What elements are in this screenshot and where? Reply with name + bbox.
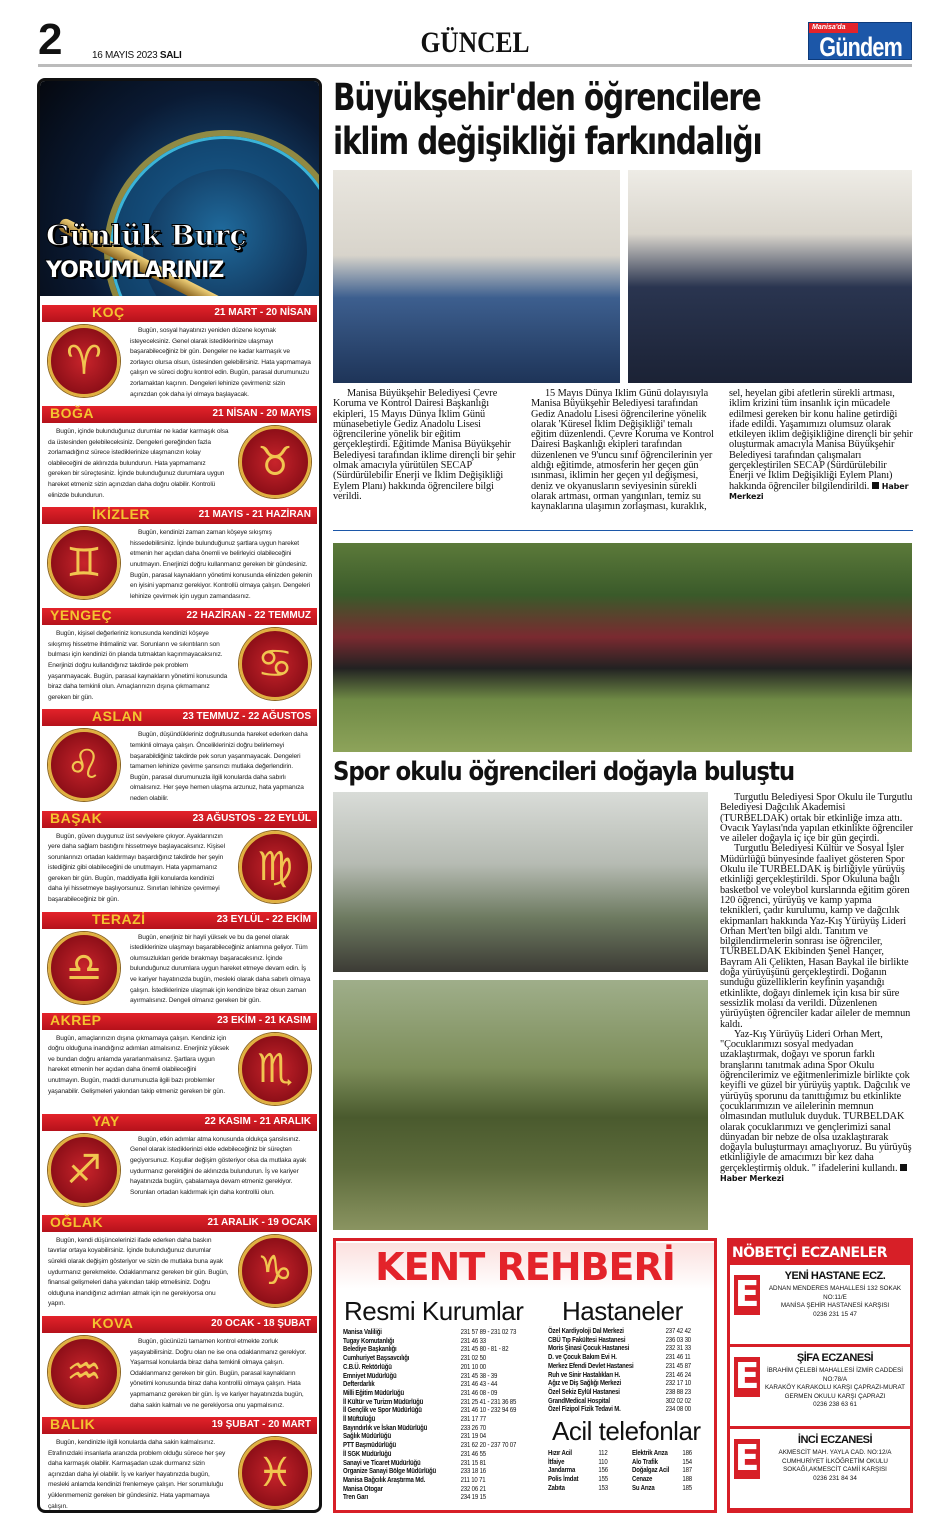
sign-dates: 19 ŞUBAT - 20 MART [211,1419,311,1431]
hospital-name: Merkez Efendi Devlet Hastanesi [548,1360,634,1370]
weekday-text: SALI [159,50,182,61]
official-name: İl SGK Müdürlüğü [343,1448,392,1458]
sign-dates: 23 EKİM - 21 KASIM [217,1014,311,1026]
official-name: PTT Başmüdürlüğü [343,1440,396,1450]
horoscope-1 [42,303,317,404]
hospital-phone: 231 45 87 [665,1360,691,1370]
pharmacy-phone: 0236 231 84 34 [813,1474,857,1482]
emergency-phone: 187 [682,1465,692,1475]
hospital-name: Özel Sekiz Eylül Hastanesi [548,1386,620,1396]
paragraph [720,844,913,1029]
sign-name: YENGEÇ [50,607,113,624]
sign-name: KOVA [92,1315,134,1331]
sign-name: TERAZİ [92,910,146,927]
sign-text: Bugün, düşündükleriniz doğrultusunda hareket ederken daha temkinli olmaya çalışın. Önceliklerinizi doğru belirlemeyi başarabildiğiniz takdirde pek sorun yaşanmayacak. Dengeleri tamamen lehinize çevirme şansınızı mutlaka değerlendirin. Bugün, parasal durumunuzla ilgili konularda daha sabırlı olmalısınız. Her şeye hemen ulaşma arzunuz, hata yapmanıza neden olabilir. [130,731,308,802]
official-name: Tren Garı [343,1492,369,1502]
banner-title-2: YORUMLARINIZ [46,258,224,283]
emergency-name: Jandarma [548,1465,576,1475]
zodiac-10-icon: ♑ [239,1235,311,1307]
emergency-name: Su Arıza [632,1482,655,1492]
official-phone: 211 10 71 [460,1474,486,1484]
zodiac-9-icon: ♐ [48,1134,120,1206]
article2-body [720,793,913,1231]
sign-text: Bugün, içinde bulunduğunuz durumlar ne kadar karmaşık olsa da üstesinden gelebileceksiniz. Dengeleri gereğinden fazla zorlamadığınız sürece istediklerinize ulaşmanızın kolay olabileceğini de aklınızda bulundurun. Hata yapmamanız gereken bir süreçtesiniz. İçinde bulunduğunuz durumlara uygun hareket etmeniz sizin açınızdan daha doğru olabilir. Kontrolü elinizde bulundurun. [48,428,229,499]
date-text: 16 MAYIS 2023 [92,50,158,61]
article2-headline: Spor okulu öğrencileri doğayla buluştu [333,757,795,787]
hospital-phone: 237 42 42 [665,1326,691,1335]
official-phone: 231 46 55 [460,1448,486,1458]
horoscope-12 [42,1415,317,1513]
sign-name: İKİZLER [92,506,150,523]
hospital-phone: 236 03 30 [665,1334,691,1344]
official-heading: Resmi Kurumlar [344,1296,524,1326]
hospital-phone: 238 88 23 [665,1386,691,1396]
section-title: GÜNCEL [420,26,530,59]
zodiac-8-icon: ♏ [239,1033,311,1105]
pharmacy-card [730,1265,910,1344]
horoscope-8 [42,1011,317,1112]
sign-dates: 23 AĞUSTOS - 22 EYLÜL [192,812,311,824]
sign-text: Bugün, kişisel değerleriniz konusunda kendinizi köşeye sıkışmış hissetme ihtimaliniz var. Sorunların ve sıkıntıların son bulması için kendinizi ön planda tutmaktan kaçınmayacaksınız. Enerjinizi doğru kullandığınız takdirde pek problem yaşanmayacak. Bugün, parasal kaynakların yönetimi konusunda biraz daha temkinli olun. Amaçlarınızın dışına çıkmamanız gereken bir gün. [48,630,228,701]
pharmacy-address [762,1449,908,1483]
city-guide [333,1238,717,1513]
banner-title-1: Günlük Burç [46,219,247,252]
header-rule [38,64,912,67]
official-phone: 231 19 04 [460,1431,486,1441]
official-name: Bayındırlık ve İskan Müdürlüğü [343,1422,428,1432]
official-name: İl Müftülüğü [343,1414,376,1424]
official-name: C.B.Ü. Rektörlüğü [343,1361,392,1371]
hospital-name: Moris Şinasi Çocuk Hastanesi [548,1343,630,1353]
hospital-phone: 231 46 24 [665,1369,691,1379]
emergency-heading: Acil telefonlar [552,1416,701,1446]
hospital-phone: 231 46 11 [665,1352,691,1362]
official-phone: 233 26 70 [460,1422,486,1432]
official-name: Tugay Komutanlığı [343,1335,395,1345]
zodiac-6-icon: ♍ [239,831,311,903]
sign-name: ASLAN [92,708,143,725]
sign-name: BALIK [50,1416,96,1433]
sign-text: Bugün, kendi düşüncelerinizi ifade ederken daha baskın tavırlar ortaya koyabilirsiniz. İçinde bulunduğunuz durumlar sürekli olarak değişim gösteriyor ve sizin de mutlaka buna ayak uydurmanız gerekmekte. Odaklanmanız gereken bir gün. Bugün, finansal gelişmeleri daha yakından takip etmelisiniz. Doğru olduğuna inandığınız adımları atmak için ne gerekiyorsa onu yapın. [48,1236,229,1308]
sign-text: Bugün, enerjiniz bir hayli yüksek ve bu da genel olarak istediklerinize ulaşmayı başarabileceğiniz anlamına geliyor. Tüm olumsuzlukları geride bırakmayı başaracaksınız. İçinde bulunduğunuz durumlara uygun hareket etmeye devam edin. İş ve kariyer hayatınızda bugün, mesleki olarak daha sabırlı olmaya çalışın. İstediklerinize ulaşmak için kendinize biraz olsun zaman ayırmalısınız. Dengeli olmanız gereken bir gün. [130,933,311,1005]
official-phone: 232 06 21 [460,1483,486,1493]
official-phone: 231 46 10 - 232 94 69 [460,1405,517,1415]
horoscope-4 [42,606,317,707]
byline: Haber Merkezi [720,1164,910,1183]
sign-text: Bugün, kendinizle ilgili konularda daha sakin kalmalısınız. Etrafınızdaki insanlarla aranızda problem olduğu sürece her şey daha karmaşık olabilir. Karmaşadan uzak durmanız sizin açınızdan daha iyi olabilir. İş ve kariyer hayatınızda bugün, mesleki anlamda kendinizi frenlemeye çalışın. Her sorumluluğu yüklenmemeniz gereken bir gündesiniz. Hata yapmamaya çalışın. [48,1439,226,1510]
address-line: ADNAN MENDERES MAHALLESİ 132 SOKAK NO:11/E [768,1285,902,1301]
sign-dates: 21 ARALIK - 19 OCAK [207,1216,311,1228]
zodiac-3-icon: ♊ [48,527,120,599]
official-phone: 231 46 08 - 09 [460,1387,498,1397]
zodiac-11-icon: ♒ [48,1336,120,1408]
paragraph [720,1030,913,1184]
paragraph [531,389,913,513]
sign-name: AKREP [50,1011,102,1028]
pharmacy-phone: 0236 238 63 61 [813,1401,857,1409]
zodiac-12-icon: ♓ [239,1437,311,1509]
zodiac-2-icon: ♉ [239,426,311,498]
sign-dates: 21 MAYIS - 21 HAZİRAN [198,509,311,521]
emergency-name: İtfaiye [548,1456,565,1466]
sign-dates: 20 OCAK - 18 ŞUBAT [211,1318,311,1329]
official-phone: 201 10 00 [460,1361,486,1371]
sign-text: Bugün, amaçlarınızın dışına çıkmamaya çalışın. Kendiniz için doğru olduğuna inandığınız adımları atmalısınız. Enerjiniz yüksek ve bundan doğru anlamda yararlanmalısınız. Şartlara uygun hareket etmenin her açıdan daha önemli olabileceğini unutmayın. Bugün, maddi durumunuzla ilgili bazı problemler yaşanabilir. Gelişmeleri yakından takip etmeniz gereken bir gün. [48,1034,229,1095]
official-name: Milli Eğitim Müdürlüğü [343,1387,405,1397]
emergency-name: Cenaze [632,1474,653,1484]
address-line: AKMESCİT MAH. YAYLA CAD. NO:12/A [778,1449,892,1456]
hospital-phone: 232 17 10 [665,1378,691,1388]
pharmacy-address [762,1285,908,1319]
logo-top: Manisa'da [809,23,858,33]
official-phone: 231 46 33 [460,1335,486,1345]
official-name: Organize Sanayi Bölge Müdürlüğü [343,1466,437,1476]
hospital-phone: 234 08 00 [665,1404,691,1414]
pharmacy-name: YENİ HASTANE ECZ. [784,1270,886,1282]
hospital-name: Ağız ve Diş Sağlığı Merkezi [548,1378,621,1388]
official-name: Belediye Başkanlığı [343,1344,397,1354]
hospital-phone: 232 31 33 [665,1343,691,1353]
group-nature-photo [333,543,912,752]
pharmacy-name: İNCİ ECZANESİ [797,1434,873,1446]
official-phone: 231 45 38 - 39 [460,1370,498,1380]
official-phone: 231 17 77 [460,1414,486,1424]
emergency-phone: 156 [598,1465,608,1475]
pharmacy-e-icon: E [734,1274,760,1315]
emergency-phone: 186 [682,1448,692,1457]
horoscope-6 [42,809,317,910]
article1-body [333,389,913,524]
sign-text: Bugün, etkin adımlar atma konusunda oldukça şanslısınız. Genel olarak istediklerinizi elde edebileceğiniz bir süreçten geçiyorsunuz. Koşullar değişim gösteriyor olsa da mutlaka ayak uydurmanız gerektiğini de aklınızda bulundurun. İş ve kariyer hayatınızda bugün, çabalamaya devam etmeniz gerekiyor. Sorunları ortadan kaldırmak için daha kontrollü olun. [130,1135,307,1196]
hospital-name: D. ve Çocuk Bakım Evi H. [548,1352,617,1362]
official-name: Defterdarlık [343,1379,375,1389]
emergency-phone: 185 [682,1482,692,1492]
official-phone: 231 02 50 [460,1353,486,1363]
pharmacy-name: ŞİFA ECZANESİ [796,1352,874,1364]
official-phone: 231 45 80 - 81 - 82 [460,1344,509,1354]
emergency-name: Polis İmdat [548,1474,579,1484]
sign-text: Bugün, güven duygunuz üst seviyelere çıkıyor. Ayaklarınızın yere daha sağlam bastığını hissetmeye başlayacaksınız. Kişisel sorunlarınızı ortadan kaldırmayı başardığınız takdirde her şeyin istediğiniz gibi olabileceğini de unutmayın. Hata yapmamanız gereken bir gün. Bugün, maddiyatla ilgili konularda kendinizi daha iyi hissetmeye başlıyorsunuz. Sınırları lehinize çevirmeyi başarabileceğiniz bir gün. [48,832,225,904]
emergency-row [632,1484,701,1493]
pharmacy-e-icon: E [734,1438,760,1479]
sign-dates: 23 EYLÜL - 22 EKİM [216,913,311,925]
logo-name: Gündem [819,32,903,62]
official-name: Emniyet Müdürlüğü [343,1370,397,1380]
sign-name: BAŞAK [50,809,103,826]
official-name: Manisa Bağcılık Araştırma Md. [343,1474,426,1484]
emergency-phone: 110 [598,1456,608,1466]
group-certificate-photo [628,170,912,383]
horoscope-2 [42,404,317,505]
headline-line-1: Büyükşehir'den öğrencilere [333,76,761,119]
divider [333,530,913,531]
paragraph [720,793,913,844]
paragraph-text: Turgutlu Belediyesi Kültür ve Sosyal İşler Müdürlüğü bünyesinde faaliyet gösteren Spor Okulu ile TURBELDAK iş birliğiyle yürüyüş etkinliği gerçekleştirildi. Spor Okuluna bağlı basketbol ve voleybol kurslarında eğitim gören 120 öğrenci, yürüyüş ve kamp yapma teknikleri, çadır kurulumu, kamp ve dağcılık ekipmanları hakkında Yaz-Kış Yürüyüş Lideri Orhan Mert'ten bilgi aldı. Tanıtım ve bilgilendirmelerin sonrası ise öğrenciler, TURBELDAK Ekibinden Şenel Hançer, Bayram Ali Çelikten, Hasan Baykal ile birlikte doğa yürüyüşünü gerçekleştirdi. Doğanın sunduğu güzelliklerin keyfinin yaşandığı etkinlikte, doğayı dinlemek için kısa bir süre sessizlik molası da verildi. Düzenlenen yürüyüşten öğrenciler kadar aileler de memnun kaldı. [720,843,911,1030]
pharmacy-card [730,1429,910,1508]
horoscope-7 [42,910,317,1011]
hospital-phone: 302 02 02 [665,1395,691,1405]
official-row [343,1485,540,1494]
hospital-name: CBÜ Tıp Fakültesi Hastanesi [548,1334,626,1344]
hospitals-heading: Hastaneler [562,1296,683,1326]
official-phone: 231 57 89 - 231 02 73 [460,1327,517,1336]
sign-dates: 21 MART - 20 NİSAN [214,307,311,318]
pharmacies-on-duty [727,1238,913,1513]
hospital-name: GrandMedical Hospital [548,1395,610,1405]
official-row [343,1493,540,1502]
forest-walk-photo [333,792,708,972]
emergency-phone: 155 [598,1474,608,1484]
horoscope-9 [42,1112,317,1213]
official-name: Manisa Otogar [343,1483,383,1493]
hospital-name: Özel Fizipol Fizik Tedavi M. [548,1404,621,1414]
sign-name: YAY [92,1112,120,1129]
sign-name: BOĞA [50,405,94,422]
emergency-name: Hızır Acil [548,1448,572,1457]
paragraph-text: Yaz-Kış Yürüyüş Lideri Orhan Mert, "Çocuklarımızı sosyal medyadan uzaklaştırmak, doğayı ve sporun farklı branşlarını tanıtmak adına Spor Okulu öğrencilerimiz ve eğitmenlerimizle birlikte çok keyifli ve güzel bir yürüyüş yaptık. Dağcılık ve yürüyüş sporunu da tanıttığımız bu etkinlikte çocuklarımızın ve ailelerinin memnun olmasından mutluluk duyduk. TURBELDAK olarak çocuklarımızı ve gençlerimizi sanal dünyadan bir nebze de olsa uzaklaştırarak doğayla buluşturmayı amaçlıyoruz. Bu yürüyüş etkinliğiyle de amacımızı bir kez daha gerçekleştirmiş olduk. " ifadelerini kullandı. [720,1028,912,1174]
zodiac-5-icon: ♌ [48,729,120,801]
pharmacy-e-icon: E [734,1356,760,1397]
pharmacies-title: NÖBETÇİ ECZANELER [732,1245,887,1261]
emergency-phone: 154 [682,1456,692,1466]
emergency-name: Elektrik Arıza [632,1448,668,1457]
official-name: İl Kültür ve Turizm Müdürlüğü [343,1396,424,1406]
emergency-name: Alo Trafik [632,1456,658,1466]
emergency-phone: 153 [598,1482,608,1492]
article1-headline [333,76,761,164]
sign-dates: 22 KASIM - 21 ARALIK [204,1115,311,1127]
zodiac-7-icon: ♎ [48,932,120,1004]
pharmacy-phone: 0236 231 15 47 [813,1310,857,1318]
address-note: CUMHURİYET İLKÖĞRETİM OKULU SOKAĞI,AKMESCİT CAMİİ KARŞISI [782,1457,888,1474]
classroom-photo [333,170,620,383]
hospital-name: Özel Kardiyoloji Dal Merkezi [548,1326,624,1335]
horoscope-11 [42,1314,317,1415]
official-phone: 231 62 20 - 237 70 07 [460,1440,517,1450]
students-forest-photo [333,980,708,1230]
paragraph-text: Manisa Büyükşehir Belediyesi Çevre Koruma ve Kontrol Dairesi Başkanlığı ekipleri, 15 Mayıs Dünya İklim Günü münasebetiyle Gediz Anadolu Lisesi öğrencilerine yönelik bir eğitim gerçekleştirdi. Eğitimde Manisa Büyükşehir Belediyesi tarafından iklime dirençli bir şehir olmak amacıyla yürütülen SECAP (Sürdürülebilir Enerji ve İklim Değişikliği Eylem Planı) hakkında öğrencilere bilgi verildi. [333,389,516,502]
pharmacy-card [730,1347,910,1426]
sign-dates: 22 HAZİRAN - 22 TEMMUZ [186,610,311,622]
emergency-phone: 112 [598,1448,608,1457]
official-name: Sanayi ve Ticaret Müdürlüğü [343,1457,421,1467]
paragraph-text: Turgutlu Belediyesi Spor Okulu ile Turgutlu Belediyesi Dağcılık Akademisi (TURBELDAK) ortak bir etkinliğe imza attı. Ovacık Yaylası'nda yapılan etkinlikte öğrenciler ve aileler doğayla iç içe bir gün geçirdi. [720,793,913,845]
sign-dates: 21 NİSAN - 20 MAYIS [212,408,311,420]
city-guide-title: KENT REHBERİ [336,1243,714,1289]
official-name: Cumhuriyet Başsavcılığı [343,1353,410,1363]
emergency-name: Zabıta [548,1482,565,1492]
address-note: MANİSA ŞEHİR HASTANESİ KARŞISI [780,1302,890,1310]
address-note: KARAKÖY KARAKOLU KARŞI ÇAPRAZI-MURAT GERMEN OKULU KARŞI ÇAPRAZI [764,1384,906,1400]
hospital-row [548,1405,703,1414]
horoscope-5 [42,707,317,808]
address-line: İBRAHİM ÇELEBİ MAHALLESİ İZMİR CADDESİ NO:78/A [766,1367,904,1383]
pharmacy-address [762,1367,908,1410]
hospital-name: Ruh ve Sinir Hastalıkları H. [548,1369,621,1379]
paragraph-text: 15 Mayıs Dünya İklim Günü dolayısıyla Manisa Büyükşehir Belediyesi tarafından Gediz Anadolu Lisesi öğrencilerine yönelik olarak 'Küresel İklim Değişikliği' temalı eğitim düzenlendi. Çevre Koruma ve Kontrol Dairesi Başkanlığı ekipleri tarafından düzenlenen ve 9'uncu sınıf öğrencilerinin yer aldığı eğitimde, atmosferin her geçen gün ısınması, iklimin her geçen yıl değişmesi, deniz ve okyanusların seviyesinin sürekli olarak artması, orman yangınları, temiz su kaynaklarına ulaşımın zorlaşması, kuraklık, sel, heyelan gibi afetlerin sürekli artması, iklim krizini tüm insanlık için mücadele edilmesi gereken bir konu haline getirdiği ifade edildi. Yaşamımızı olumsuz olarak etkileyen iklim değişikliğine dirençli bir şehir oluşturmak amacıyla Manisa Büyükşehir Belediyesi tarafından çalışmaları gerçekleştirilen SECAP (Sürdürülebilir Enerji ve İklim Değişikliği Eylem Planı) hakkında öğrenciler bilgilendirildi. [531,389,913,513]
official-name: Manisa Valiliği [343,1327,382,1336]
zodiac-1-icon: ♈ [48,325,120,397]
official-phone: 231 46 43 - 44 [460,1379,498,1389]
sign-name: OĞLAK [50,1213,104,1230]
paragraph [333,389,517,502]
official-phone: 233 18 16 [460,1466,486,1476]
sign-text: Bugün, kendinizi zaman zaman köşeye sıkışmış hissedebilirsiniz. İçinde bulunduğunuz şartlara uygun hareket etmenin her açıdan daha önemli ve belirleyici olabileceğini unutmayın. Enerjinizi doğru kullanmanız gereken bir gündesiniz. Bugün, parasal kaynakların yönetimi konusunda elinizden gelenin en iyisini yapmanız gerekiyor. Kontrollü olmaya çalışın. Dengeleri lehinize çevirmek için uygun zamandasınız. [130,529,312,600]
page-number: 2 [38,15,63,64]
horoscope-column [37,78,322,1513]
official-phone: 231 15 81 [460,1457,486,1467]
newspaper-logo [808,22,912,60]
sign-name: KOÇ [92,304,125,320]
byline: Haber Merkezi [729,481,909,501]
horoscope-3 [42,505,317,606]
headline-line-2: iklim değişikliği farkındalığı [333,120,762,163]
official-phone: 234 19 15 [460,1492,486,1502]
sign-text: Bugün, gücünüzü tamamen kontrol etmekte zorluk yaşayabilirsiniz. Doğru olan ne ise ona odaklanmanız gerekiyor. Yaşamsal konularda biraz daha temkinli olmaya çalışın. Odaklanmanız gereken bir gün. Bugün, parasal kaynakların yönetimi konusunda biraz daha kontrollü olmaya çalışın. Hata yapmamanız gereken bir gün. İş ve kariyer hayatınızda bugün, daha sakin kalmalı ve ne gerekiyorsa onu yapmalısınız. [130,1338,307,1409]
horoscope-10 [42,1213,317,1314]
emergency-phone: 188 [682,1474,692,1484]
emergency-row [548,1484,617,1493]
official-phone: 231 25 41 - 231 36 85 [460,1396,517,1406]
horoscope-banner [40,81,319,296]
official-name: İl Gençlik ve Spor Müdürlüğü [343,1405,422,1415]
zodiac-4-icon: ♋ [239,628,311,700]
sign-dates: 23 TEMMUZ - 22 AĞUSTOS [182,711,311,723]
emergency-name: Doğalgaz Acil [632,1465,670,1475]
official-name: Sağlık Müdürlüğü [343,1431,391,1441]
sign-text: Bugün, sosyal hayatınızı yeniden düzene koymak isteyeceksiniz. Genel olarak istediklerinize ulaşmayı başarabileceğiniz bir gün. Dengeler ne kadar karmaşık ve zorlayıcı olursa olsun, üstesinden gelebilirsiniz. Hata yapmamaya çalışın ve süreci doğru kontrol edin. Bugün, parasal durumunuzu zorlamaktan kaçının. Dengeleri lehinize çevirmeniz sizin açınızdan çok daha iyi olmaya başlayacak. [130,327,311,398]
